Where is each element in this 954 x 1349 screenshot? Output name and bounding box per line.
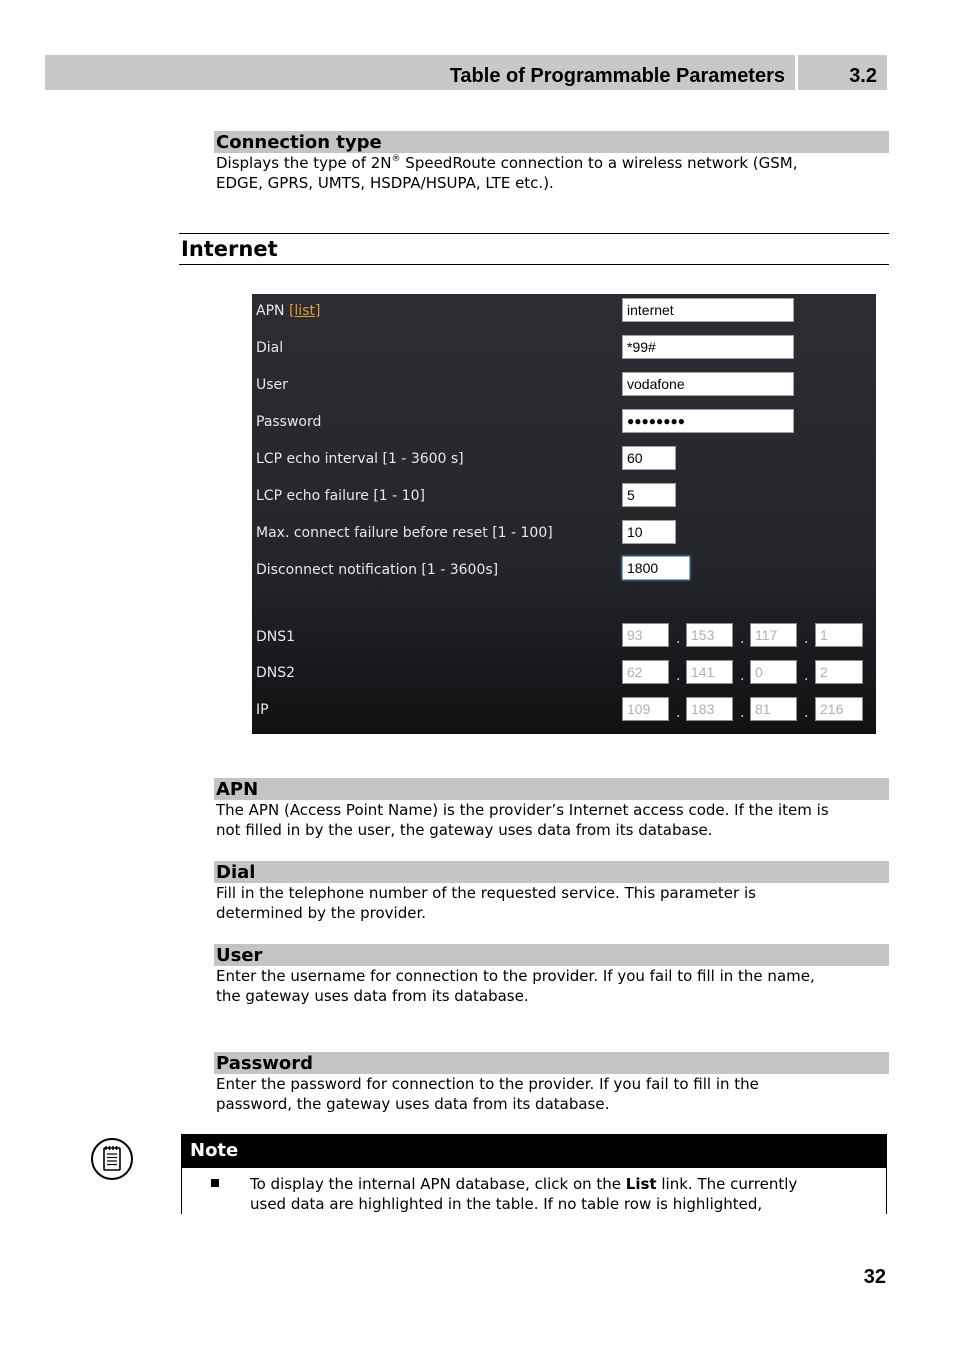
user-section [214,944,889,1006]
dns1-octet-1[interactable]: 93 [622,623,669,647]
dns2-label: DNS2 [256,665,296,681]
apn-list-link[interactable]: [list] [288,303,321,319]
dns1-label: DNS1 [256,629,296,645]
dns2-octet-2[interactable]: 141 [686,660,733,684]
ip-octet-1[interactable]: 109 [622,697,669,721]
ip-dot: . [740,705,745,721]
user-label: User [256,377,288,393]
header-title: Table of Programmable Parameters [45,55,795,90]
dns1-octet-4[interactable]: 1 [815,623,863,647]
connection-type-text: Displays the type of 2N® SpeedRoute connection to a wireless network (GSM, EDGE, GPRS, UMTS, HSDPA/HSUPA, LTE etc.). [216,154,798,192]
dial-section [214,861,889,923]
bullet-square-icon [211,1179,219,1187]
dns1-dot: . [804,631,809,647]
connection-type-heading: Connection type [214,131,889,153]
user-text: Enter the username for connection to the provider. If you fail to fill in the name, the gateway uses data from its database. [216,967,815,1005]
ip-octet-3[interactable]: 81 [750,697,797,721]
lcp-echo-failure-label: LCP echo failure [1 - 10] [256,488,425,504]
apn-section [214,778,889,840]
password-text: Enter the password for connection to the provider. If you fail to fill in the password, the gateway uses data from its database. [216,1075,759,1113]
max-connect-failure-input[interactable]: 10 [622,520,676,544]
header-section-number: 3.2 [798,55,887,90]
internet-settings-panel [252,294,876,734]
connection-type-section [214,131,889,193]
dns2-octet-1[interactable]: 62 [622,660,669,684]
ip-octet-4[interactable]: 216 [815,697,863,721]
password-heading: Password [214,1052,889,1074]
note-box [181,1134,887,1214]
lcp-echo-failure-input[interactable]: 5 [622,483,676,507]
dns1-octet-2[interactable]: 153 [686,623,733,647]
ip-octet-2[interactable]: 183 [686,697,733,721]
lcp-echo-interval-label: LCP echo interval [1 - 3600 s] [256,451,464,467]
dial-label: Dial [256,340,284,356]
apn-input[interactable]: internet [622,298,794,322]
max-connect-failure-label: Max. connect failure before reset [1 - 100] [256,525,553,541]
ip-dot: . [804,705,809,721]
disconnect-notification-label: Disconnect notification [1 - 3600s] [256,562,499,578]
password-section [214,1052,889,1114]
dns2-octet-4[interactable]: 2 [815,660,863,684]
dns1-octet-3[interactable]: 117 [750,623,797,647]
ip-dot: . [676,705,681,721]
user-input[interactable]: vodafone [622,372,794,396]
password-label: Password [256,414,322,430]
dial-text: Fill in the telephone number of the requested service. This parameter is determined by the provider. [216,884,756,922]
dns1-dot: . [740,631,745,647]
apn-label: APN [list] [256,303,321,319]
dns2-dot: . [804,668,809,684]
lcp-echo-interval-input[interactable]: 60 [622,446,676,470]
internet-heading: Internet [179,233,889,265]
dns1-dot: . [676,631,681,647]
apn-text: The APN (Access Point Name) is the provider’s Internet access code. If the item is not filled in by the user, the gateway uses data from its database. [216,801,829,839]
note-list-item: To display the internal APN database, click on the List link. The currently used data are highlighted in the table. If no table row is highlighted, [182,1168,886,1214]
dial-heading: Dial [214,861,889,883]
apn-heading: APN [214,778,889,800]
dns2-octet-3[interactable]: 0 [750,660,797,684]
disconnect-notification-input[interactable]: 1800 [622,556,690,580]
notepad-icon [90,1137,134,1181]
dial-input[interactable]: *99# [622,335,794,359]
ip-label: IP [256,702,269,718]
dns2-dot: . [740,668,745,684]
dns2-dot: . [676,668,681,684]
page-number: 32 [863,1266,886,1288]
user-heading: User [214,944,889,966]
password-input[interactable]: ●●●●●●●● [622,409,794,433]
note-heading: Note [182,1134,886,1168]
